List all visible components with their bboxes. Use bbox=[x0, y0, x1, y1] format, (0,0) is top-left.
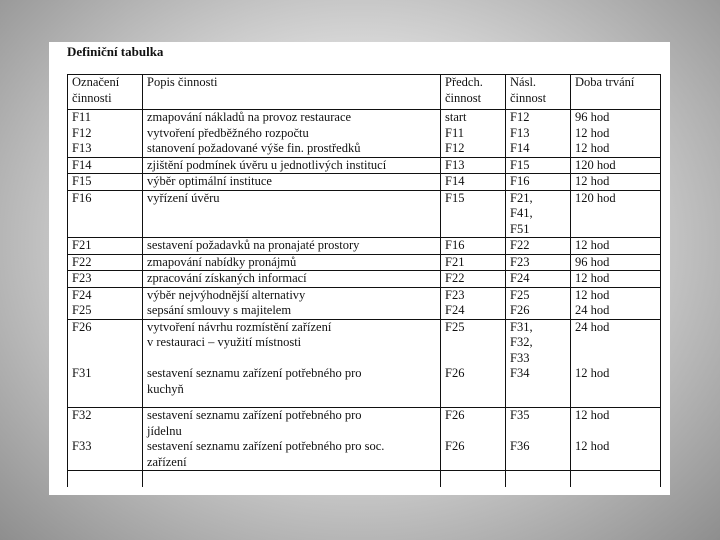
cell-successor: F14 bbox=[506, 141, 571, 157]
table-row bbox=[68, 303, 661, 319]
cell-predecessor: F16 bbox=[441, 238, 506, 255]
header-description: Popis činnosti bbox=[143, 75, 441, 110]
cell-duration: 12 hod bbox=[571, 238, 661, 255]
cell-successor: F12 bbox=[506, 110, 571, 126]
cell-description: zmapování nákladů na provoz restaurace bbox=[143, 110, 441, 126]
cell-predecessor: F21 bbox=[441, 254, 506, 271]
cell-predecessor: F14 bbox=[441, 174, 506, 191]
table-row bbox=[68, 319, 661, 366]
cell-successor: F21, F41, F51 bbox=[506, 190, 571, 238]
cell-predecessor: F13 bbox=[441, 157, 506, 174]
cell-description: sepsání smlouvy s majitelem bbox=[143, 303, 441, 319]
cell-successor: F22 bbox=[506, 238, 571, 255]
cell-id: F26 bbox=[68, 319, 143, 366]
table-row bbox=[68, 190, 661, 238]
cell-predecessor: F26 bbox=[441, 408, 506, 440]
cell-id: F33 bbox=[68, 439, 143, 471]
cell-duration: 12 hod bbox=[571, 271, 661, 288]
cell-successor: F34 bbox=[506, 366, 571, 397]
cell-duration: 96 hod bbox=[571, 254, 661, 271]
table-row bbox=[68, 287, 661, 303]
cell-id: F13 bbox=[68, 141, 143, 157]
cell-id: F14 bbox=[68, 157, 143, 174]
cell-predecessor: F26 bbox=[441, 439, 506, 471]
cell-duration: 12 hod bbox=[571, 439, 661, 471]
cell-duration: 24 hod bbox=[571, 303, 661, 319]
cell-successor: F35 bbox=[506, 408, 571, 440]
cell-duration: 12 hod bbox=[571, 408, 661, 440]
cell-id: F12 bbox=[68, 126, 143, 142]
cell-successor: F24 bbox=[506, 271, 571, 288]
table-row bbox=[68, 141, 661, 157]
cell-description: sestavení požadavků na pronajaté prostory bbox=[143, 238, 441, 255]
table-row bbox=[68, 271, 661, 288]
cell-duration: 12 hod bbox=[571, 366, 661, 397]
cell-duration: 12 hod bbox=[571, 141, 661, 157]
cell-successor: F15 bbox=[506, 157, 571, 174]
cell-id: F16 bbox=[68, 190, 143, 238]
cell-successor: F16 bbox=[506, 174, 571, 191]
cell-description: vytvoření předběžného rozpočtu bbox=[143, 126, 441, 142]
table-row bbox=[68, 126, 661, 142]
cell-description: výběr nejvýhodnější alternativy bbox=[143, 287, 441, 303]
cell-successor: F26 bbox=[506, 303, 571, 319]
cell-id: F22 bbox=[68, 254, 143, 271]
cell-description: vytvoření návrhu rozmístění zařízení v restauraci – využití místnosti bbox=[143, 319, 441, 366]
cell-predecessor: F11 bbox=[441, 126, 506, 142]
header-duration: Doba trvání bbox=[571, 75, 661, 110]
table-row bbox=[68, 254, 661, 271]
cell-id: F32 bbox=[68, 408, 143, 440]
table-row bbox=[68, 110, 661, 126]
cell-predecessor: F15 bbox=[441, 190, 506, 238]
cell-successor: F13 bbox=[506, 126, 571, 142]
header-id: Označení činnosti bbox=[68, 75, 143, 110]
cell-id: F31 bbox=[68, 366, 143, 397]
cell-predecessor: F23 bbox=[441, 287, 506, 303]
table-header bbox=[68, 75, 661, 110]
table-row bbox=[68, 238, 661, 255]
cell-duration: 12 hod bbox=[571, 287, 661, 303]
cell-predecessor: F25 bbox=[441, 319, 506, 366]
table-row bbox=[68, 174, 661, 191]
cell-id: F24 bbox=[68, 287, 143, 303]
cell-description: výběr optimální instituce bbox=[143, 174, 441, 191]
page-title: Definiční tabulka bbox=[67, 44, 164, 59]
cell-id: F25 bbox=[68, 303, 143, 319]
document-page bbox=[49, 42, 670, 495]
cell-description: vyřízení úvěru bbox=[143, 190, 441, 238]
cell-duration: 12 hod bbox=[571, 126, 661, 142]
cell-id: F21 bbox=[68, 238, 143, 255]
table-row-cut-off bbox=[68, 471, 661, 487]
cell-duration: 12 hod bbox=[571, 174, 661, 191]
cell-successor: F36 bbox=[506, 439, 571, 471]
cell-id: F23 bbox=[68, 271, 143, 288]
table-row bbox=[68, 439, 661, 471]
cell-duration: 120 hod bbox=[571, 190, 661, 238]
cell-id: F15 bbox=[68, 174, 143, 191]
cell-duration: 120 hod bbox=[571, 157, 661, 174]
table-spacer-row bbox=[68, 397, 661, 408]
table-row bbox=[68, 366, 661, 397]
header-predecessor: Předch. činnost bbox=[441, 75, 506, 110]
cell-successor: F25 bbox=[506, 287, 571, 303]
cell-successor: F31, F32, F33 bbox=[506, 319, 571, 366]
cell-description: zjištění podmínek úvěru u jednotlivých institucí bbox=[143, 157, 441, 174]
cell-description: sestavení seznamu zařízení potřebného pro kuchyň bbox=[143, 366, 441, 397]
table-row bbox=[68, 408, 661, 440]
table-row bbox=[68, 157, 661, 174]
definition-table bbox=[67, 74, 661, 487]
cell-description: sestavení seznamu zařízení potřebného pro jídelnu bbox=[143, 408, 441, 440]
cell-predecessor: F22 bbox=[441, 271, 506, 288]
cell-predecessor: start bbox=[441, 110, 506, 126]
cell-description: stanovení požadované výše fin. prostředků bbox=[143, 141, 441, 157]
header-successor: Násl. činnost bbox=[506, 75, 571, 110]
cell-id: F11 bbox=[68, 110, 143, 126]
cell-predecessor: F26 bbox=[441, 366, 506, 397]
cell-description: zmapování nabídky pronájmů bbox=[143, 254, 441, 271]
cell-successor: F23 bbox=[506, 254, 571, 271]
cell-duration: 96 hod bbox=[571, 110, 661, 126]
cell-description: zpracování získaných informací bbox=[143, 271, 441, 288]
cell-predecessor: F24 bbox=[441, 303, 506, 319]
cell-predecessor: F12 bbox=[441, 141, 506, 157]
cell-description: sestavení seznamu zařízení potřebného pro soc. zařízení bbox=[143, 439, 441, 471]
cell-duration: 24 hod bbox=[571, 319, 661, 366]
